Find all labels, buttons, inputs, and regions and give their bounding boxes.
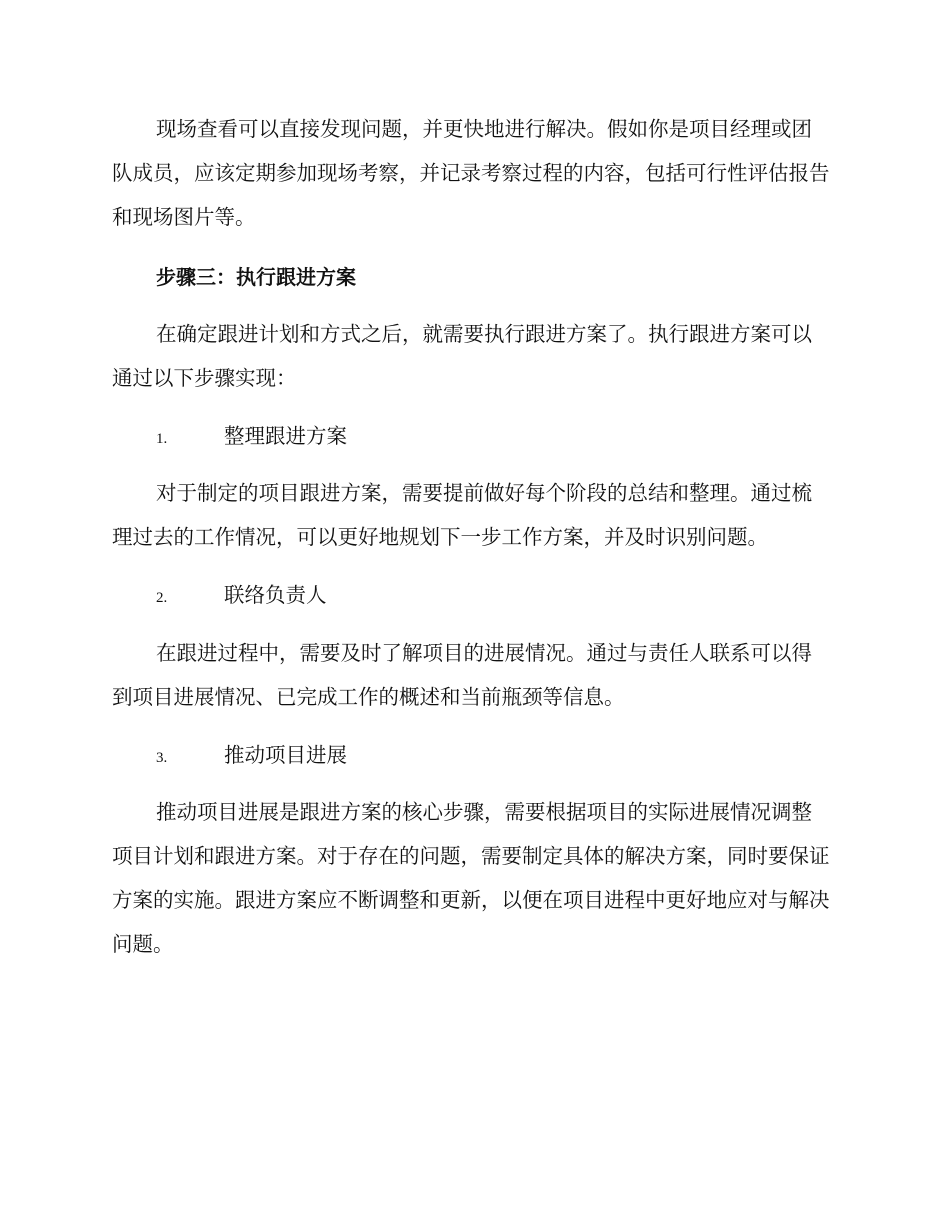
paragraph-execute-plan-intro: 在确定跟进计划和方式之后，就需要执行跟进方案了。执行跟进方案可以通过以下步骤实现： xyxy=(112,322,812,390)
list-item-1 xyxy=(156,421,347,454)
list-item-2-number: 2. xyxy=(156,590,168,606)
list-item-1-number: 1. xyxy=(156,431,168,447)
list-item-3-label: 推动项目进展 xyxy=(224,743,347,767)
paragraph-push-progress: 推动项目进展是跟进方案的核心步骤，需要根据项目的实际进展情况调整项目计划和跟进方案。对于存在的问题，需要制定具体的解决方案，同时要保证方案的实施。跟进方案应不断调整和更新，以便在项目进程中更好地应对与解决问题。 xyxy=(112,800,830,956)
list-item-2 xyxy=(156,580,327,613)
paragraph-site-inspection: 现场查看可以直接发现问题，并更快地进行解决。假如你是项目经理或团队成员，应该定期参加现场考察，并记录考察过程的内容，包括可行性评估报告和现场图片等。 xyxy=(112,117,830,229)
list-item-1-label: 整理跟进方案 xyxy=(224,424,347,448)
section-heading-step-three: 步骤三：执行跟进方案 xyxy=(156,265,356,289)
paragraph-contact-owner: 在跟进过程中，需要及时了解项目的进展情况。通过与责任人联系可以得到项目进展情况、已完成工作的概述和当前瓶颈等信息。 xyxy=(112,641,812,709)
paragraph-organize-plan: 对于制定的项目跟进方案，需要提前做好每个阶段的总结和整理。通过梳理过去的工作情况，可以更好地规划下一步工作方案，并及时识别问题。 xyxy=(112,481,812,549)
list-item-3-number: 3. xyxy=(156,750,168,766)
list-item-2-label: 联络负责人 xyxy=(224,583,327,607)
list-item-3 xyxy=(156,740,347,773)
